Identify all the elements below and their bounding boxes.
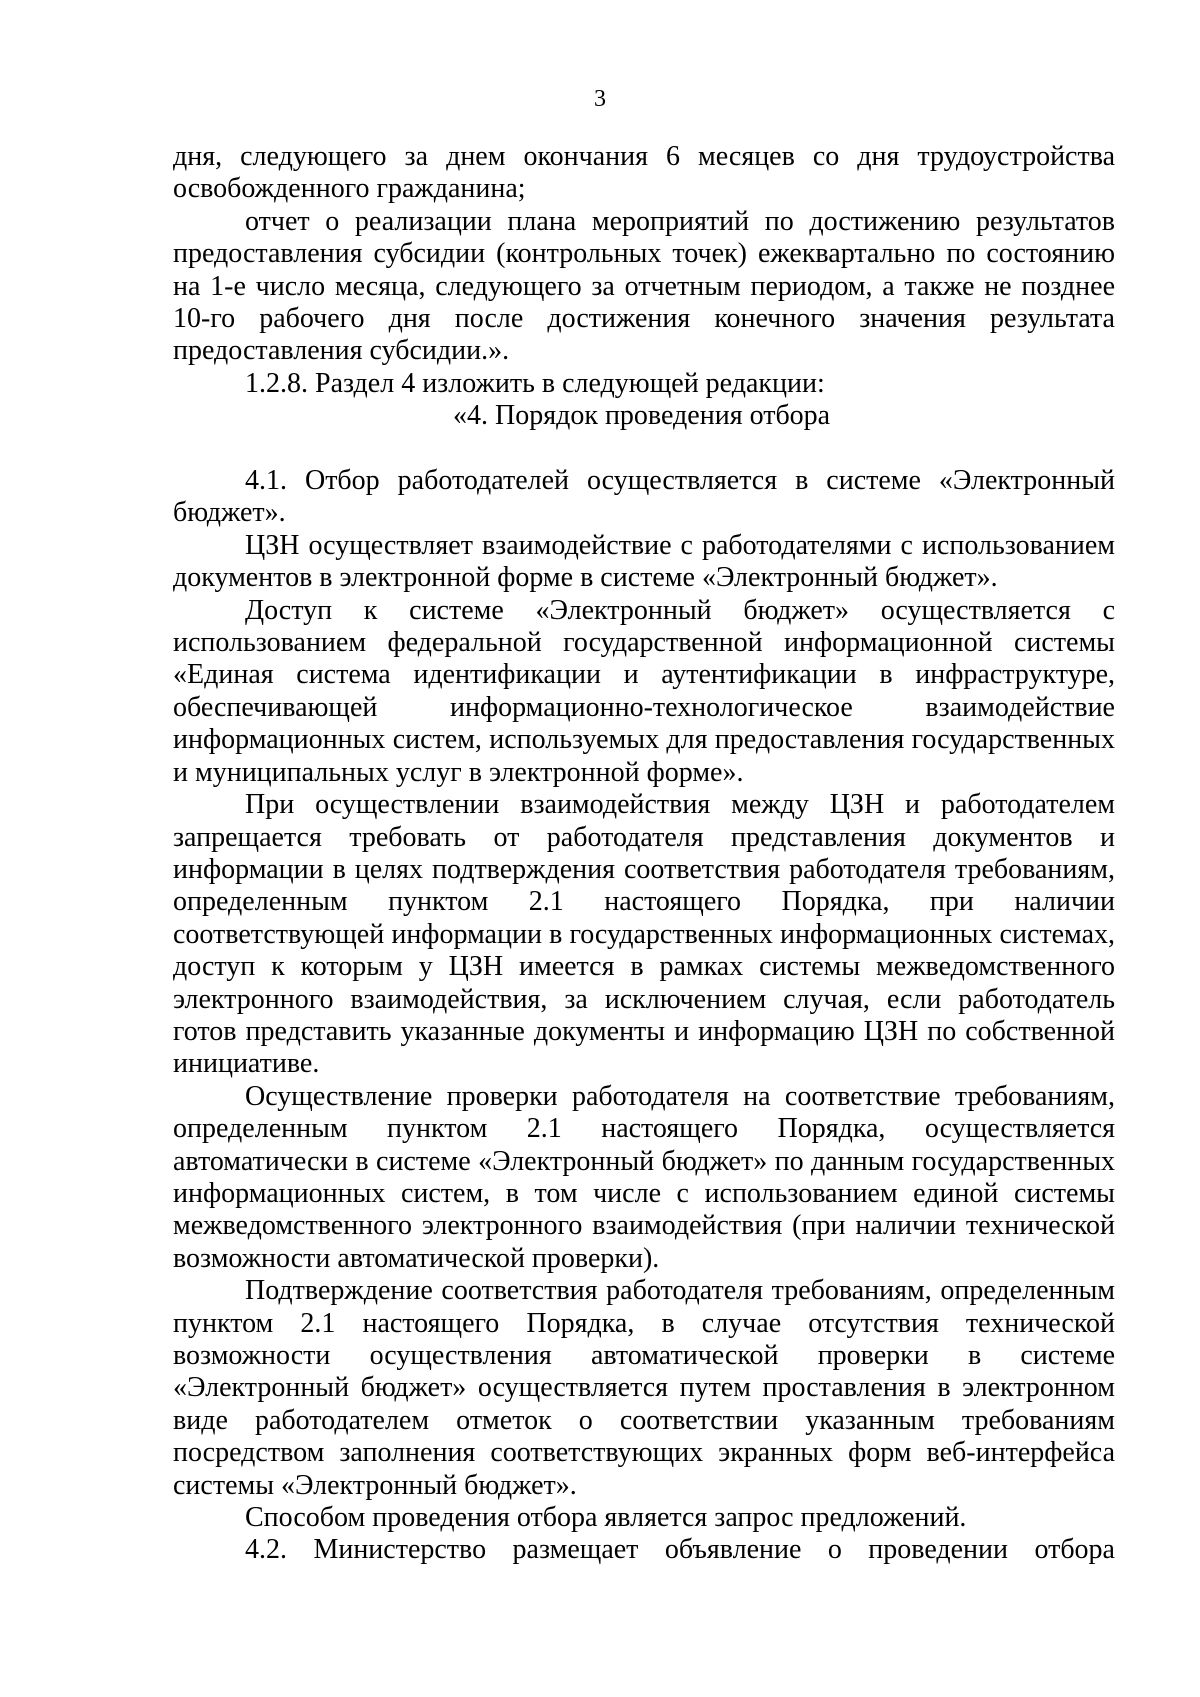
paragraph-czn-interaction: ЦЗН осуществляет взаимодействие с работодателями с использованием документов в электронной форме в системе «Электронный бюджет». [173,529,1115,594]
document-body [173,141,1115,1567]
paragraph-continuation: дня, следующего за днем окончания 6 месяцев со дня трудоустройства освобожденного гражданина; [173,141,1115,205]
paragraph-amendment: 1.2.8. Раздел 4 изложить в следующей редакции: [245,367,825,399]
paragraph-prohibition: При осуществлении взаимодействия между ЦЗН и работодателем запрещается требовать от работодателя представления документов и информации в целях подтверждения соответствия работодателя требованиям, определенным пунктом 2.1 настоящего Порядка, при наличии соответствующей информации в государственных информационных системах, доступ к которым у ЦЗН имеется в рамках системы межведомственного электронного взаимодействия, за исключением случая, если работодатель готов представить указанные документы и информацию ЦЗН по собственной инициативе. [173,789,1115,1080]
section-heading: «4. Порядок проведения отбора [453,400,831,432]
paragraph-method: Способом проведения отбора является запрос предложений. [245,1502,967,1534]
paragraph-confirmation: Подтверждение соответствия работодателя требованиям, определенным пунктом 2.1 настоящего Порядка, в случае отсутствия технической возможности осуществления автоматической проверки в системе «Электронный бюджет» осуществляется путем проставления в электронном виде работодателем отметок о соответствии указанным требованиям посредством заполнения соответствующих экранных форм веб-интерфейса системы «Электронный бюджет». [173,1275,1115,1501]
paragraph-4-2: 4.2. Министерство размещает объявление о проведении отбора [245,1534,1115,1566]
blank-line [173,433,1115,465]
paragraph-access: Доступ к системе «Электронный бюджет» осуществляется с использованием федеральной государственной информационной системы «Единая система идентификации и аутентификации в инфраструктуре, обеспечивающей информационно-технологическое взаимодействие информационных систем, используемых для предоставления государственных и муниципальных услуг в электронной форме». [173,594,1115,788]
paragraph-report: отчет о реализации плана мероприятий по достижению результатов предоставления субсидии (контрольных точек) ежеквартально по состоянию на 1-е число месяца, следующего за отчетным периодом, а также не позднее 10-го рабочего дня после достижения конечного значения результата предоставления субсидии.». [173,205,1115,367]
page-number: 3 [594,86,606,112]
paragraph-4-1: 4.1. Отбор работодателей осуществляется в системе «Электронный бюджет». [173,465,1115,529]
paragraph-verification: Осуществление проверки работодателя на соответствие требованиям, определенным пунктом 2.1 настоящего Порядка, осуществляется автоматически в системе «Электронный бюджет» по данным государственных информационных систем, в том числе с использованием единой системы межведомственного электронного взаимодействия (при наличии технической возможности автоматической проверки). [173,1080,1115,1274]
